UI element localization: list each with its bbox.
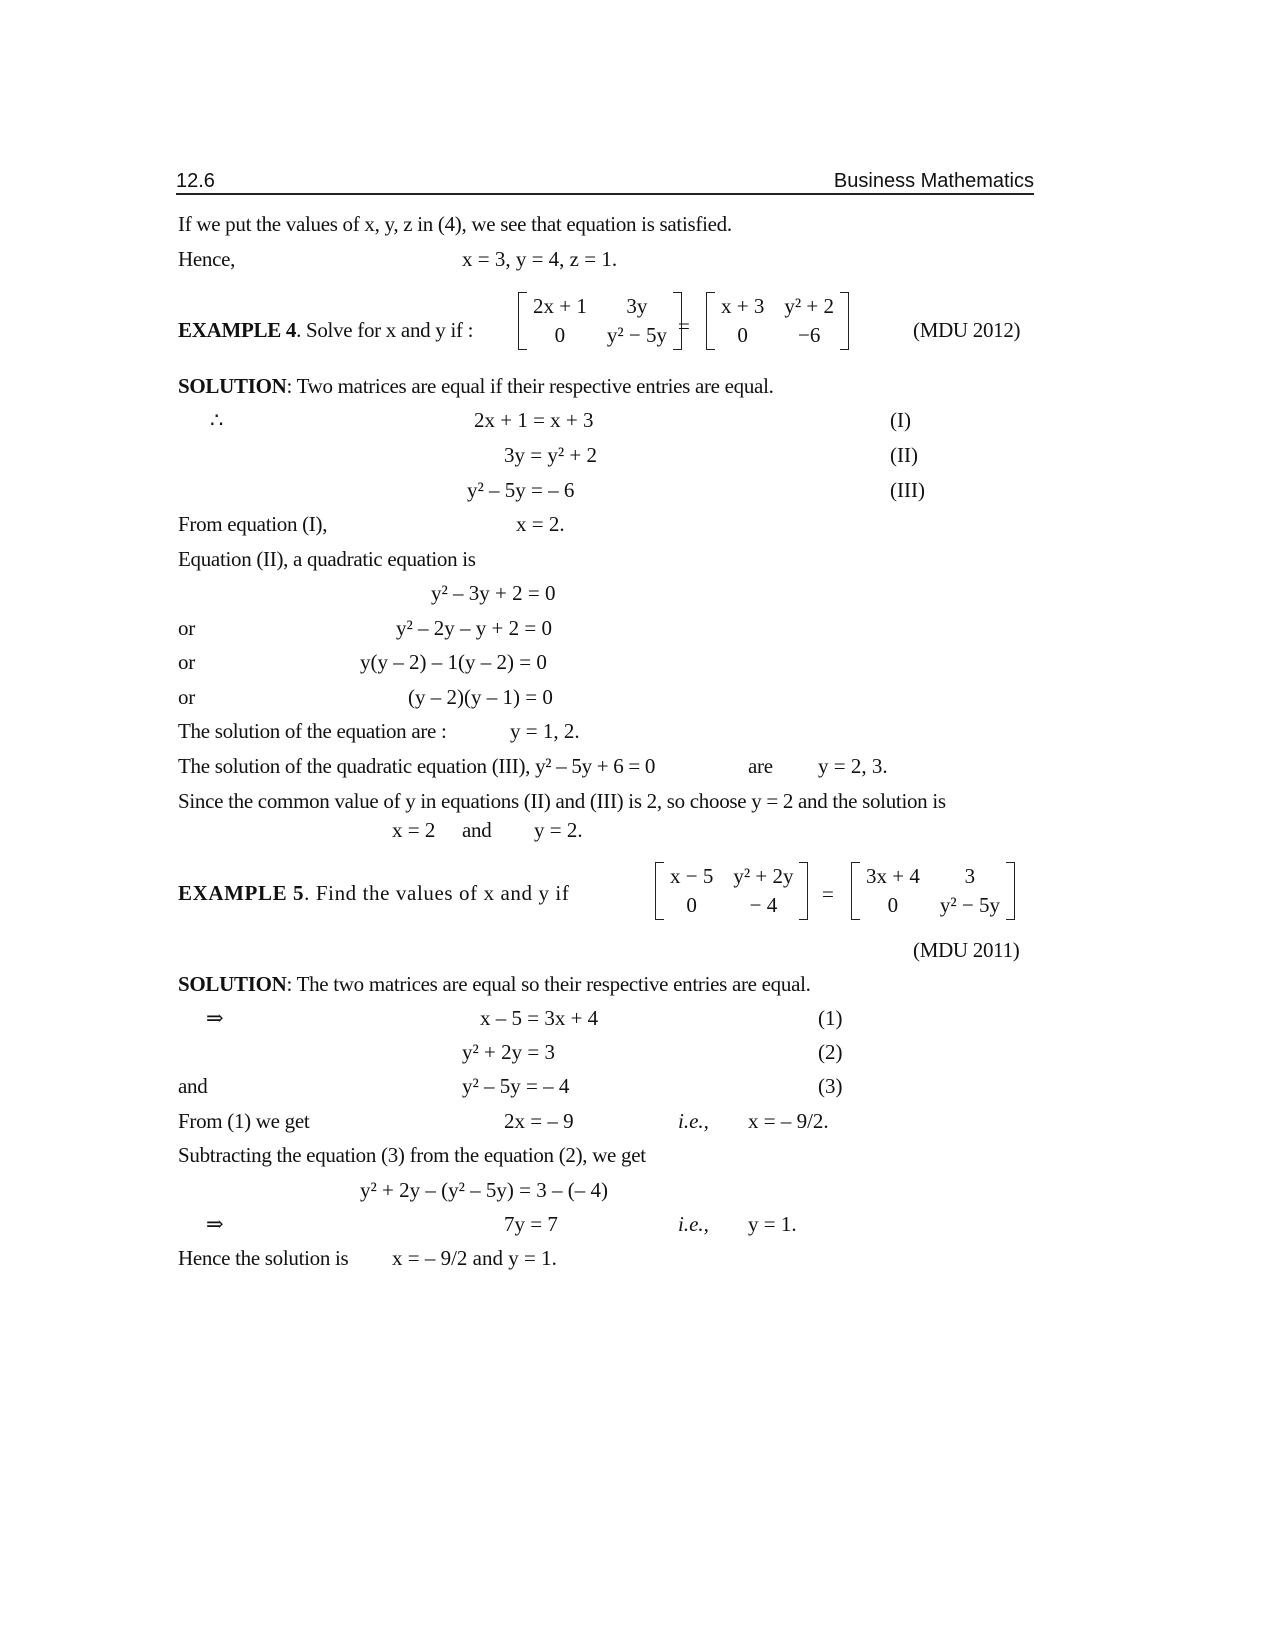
step-prefix: or	[178, 685, 195, 709]
hence-value: x = 3, y = 4, z = 1.	[462, 247, 618, 271]
hence-label: Hence,	[178, 247, 236, 271]
hence-solution-value: x = – 9/2 and y = 1.	[392, 1246, 557, 1270]
implies-symbol: ⇒	[206, 1212, 224, 1236]
book-title: Business Mathematics	[833, 170, 1034, 192]
equation-tag: (II)	[890, 443, 918, 467]
matrix-cell: 0	[686, 893, 697, 917]
from1-value: x = – 9/2.	[748, 1109, 829, 1133]
example4-source: (MDU 2012)	[913, 318, 1021, 342]
from-eq1-label: From equation (I),	[178, 512, 328, 536]
matrix-cell: − 4	[749, 893, 778, 917]
matrix-cell: 3	[964, 864, 976, 888]
matrix-cell: 0	[554, 323, 566, 347]
equation: 2x + 1 = x + 3	[474, 408, 594, 432]
ie-label: i.e.,	[678, 1212, 709, 1236]
step-expr: y(y – 2) – 1(y – 2) = 0	[360, 650, 547, 674]
example4-matrix-left	[518, 292, 682, 350]
example5-label: EXAMPLE 5	[178, 881, 305, 905]
hence-solution-label: Hence the solution is	[178, 1246, 349, 1270]
matrix-cell: −6	[797, 323, 821, 347]
example5-matrix-right	[851, 862, 1015, 920]
subtract-expr: y² + 2y – (y² – 5y) = 3 – (– 4)	[360, 1178, 609, 1202]
from1-label: From (1) we get	[178, 1109, 310, 1133]
step-prefix: or	[178, 616, 195, 640]
matrix-cell: y² + 2y	[733, 864, 794, 888]
equation: 3y = y² + 2	[504, 443, 597, 467]
equation-tag: (III)	[890, 478, 925, 502]
final-y: y = 2.	[534, 818, 583, 842]
equation-tag: (3)	[818, 1074, 843, 1098]
matrix-cell: 0	[737, 323, 748, 347]
equation: x – 5 = 3x + 4	[480, 1006, 599, 1030]
final-x: x = 2	[392, 818, 436, 842]
equation: y² + 2y = 3	[462, 1040, 555, 1064]
sol-quad-are: are	[748, 754, 773, 778]
therefore-symbol: ∴	[210, 408, 224, 432]
subtract-text: Subtracting the equation (3) from the equation (2), we get	[178, 1143, 646, 1167]
matrix-cell: 3x + 4	[866, 864, 920, 888]
sol-eq-value: y = 1, 2.	[510, 719, 580, 743]
final-and: and	[462, 818, 492, 842]
from1-expr: 2x = – 9	[504, 1109, 574, 1133]
from-eq1-value: x = 2.	[516, 512, 565, 536]
matrix-cell: 0	[887, 893, 899, 917]
example4-solution	[178, 374, 774, 399]
page-number: 12.6	[176, 170, 215, 192]
equation-tag: (1)	[818, 1006, 843, 1030]
equation-tag: (2)	[818, 1040, 843, 1064]
sol-quad-label: The solution of the quadratic equation (III), y² – 5y + 6 = 0	[178, 754, 656, 778]
header-rule	[176, 193, 1034, 195]
equation: y² – 5y = – 6	[467, 478, 575, 502]
ie-label: i.e.,	[678, 1109, 709, 1133]
solution-text: : Two matrices are equal if their respective entries are equal.	[286, 374, 774, 398]
step-expr: y² – 2y – y + 2 = 0	[396, 616, 552, 640]
implies-expr: 7y = 7	[504, 1212, 558, 1236]
solution-text: : The two matrices are equal so their respective entries are equal.	[286, 972, 811, 996]
sol-quad-value: y = 2, 3.	[818, 754, 888, 778]
example5-prompt: . Find the values of x and y if	[304, 881, 570, 905]
solution-label: SOLUTION	[178, 972, 287, 996]
matrix-cell: y² − 5y	[939, 893, 1000, 917]
equals-sign: =	[678, 314, 690, 338]
matrix-cell: x + 3	[721, 294, 765, 318]
matrix-cell: 2x + 1	[533, 294, 587, 318]
sol-eq-label: The solution of the equation are :	[178, 719, 447, 743]
example5-solution	[178, 972, 811, 997]
intro-line: If we put the values of x, y, z in (4), we see that equation is satisfied.	[178, 212, 732, 236]
matrix-cell: y² − 5y	[606, 323, 667, 347]
matrix-cell: y² + 2	[784, 294, 834, 318]
and-label: and	[178, 1074, 208, 1098]
solution-label: SOLUTION	[178, 374, 287, 398]
common-text: Since the common value of y in equations (II) and (III) is 2, so choose y = 2 and the solution is	[178, 789, 946, 813]
equation: y² – 5y = – 4	[462, 1074, 570, 1098]
step-expr: (y – 2)(y – 1) = 0	[408, 685, 553, 709]
example4-label: EXAMPLE 4	[178, 318, 297, 342]
implies-value: y = 1.	[748, 1212, 797, 1236]
implies-symbol: ⇒	[206, 1006, 224, 1030]
step-prefix: or	[178, 650, 195, 674]
example4-matrix-right	[706, 292, 849, 350]
matrix-cell: x − 5	[670, 864, 714, 888]
equals-sign: =	[822, 882, 834, 906]
step-expr: y² – 3y + 2 = 0	[431, 581, 556, 605]
equation-tag: (I)	[890, 408, 911, 432]
example5-heading	[178, 881, 569, 906]
example5-source: (MDU 2011)	[913, 938, 1020, 962]
example4-heading	[178, 318, 473, 343]
example4-prompt: . Solve for x and y if :	[296, 318, 474, 342]
eq2-intro: Equation (II), a quadratic equation is	[178, 547, 476, 571]
example5-matrix-left	[655, 862, 808, 920]
matrix-cell: 3y	[626, 294, 648, 318]
